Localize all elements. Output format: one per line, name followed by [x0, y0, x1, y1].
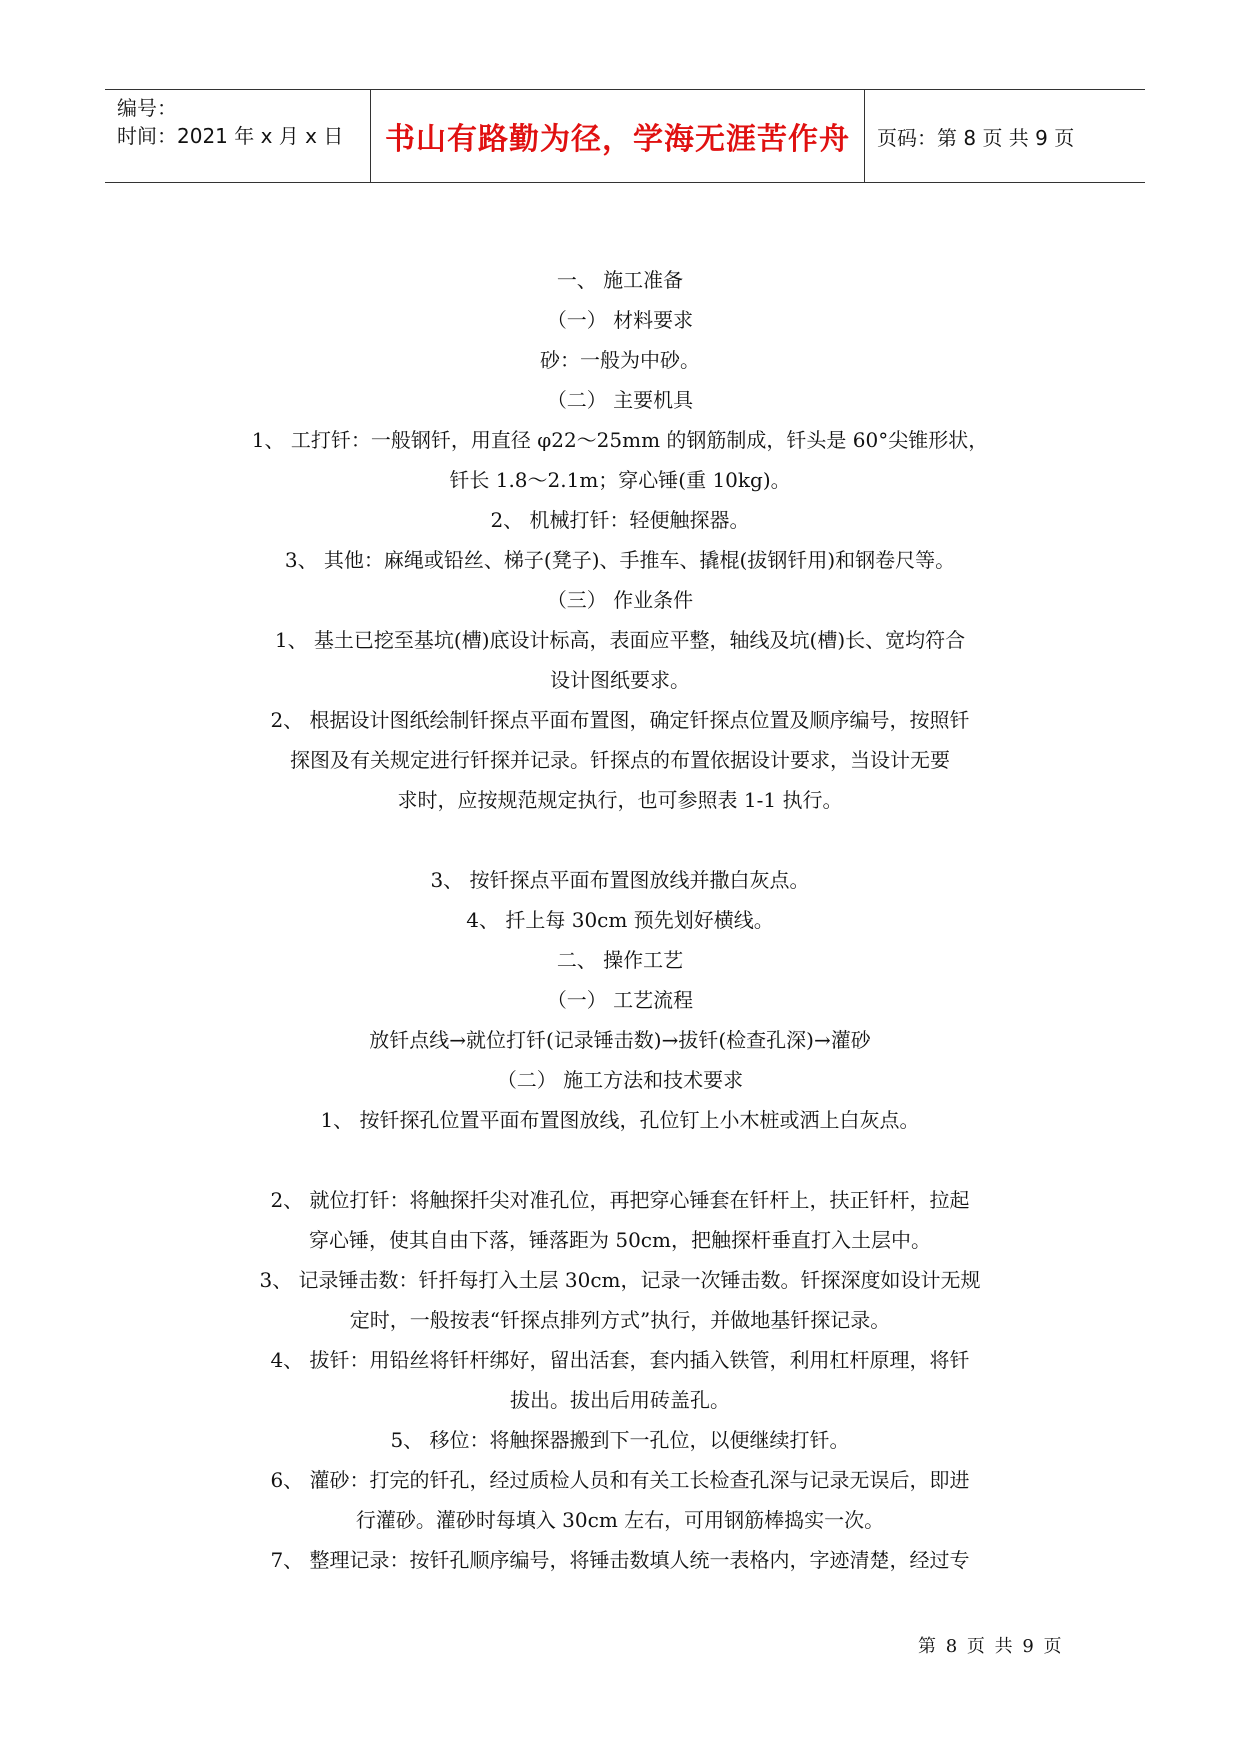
body-line: 砂：一般为中砂。 — [540, 348, 700, 372]
body-line: 探图及有关规定进行钎探并记录。钎探点的布置依据设计要求，当设计无要 — [290, 748, 950, 772]
body-line: 4、 扦上每 30cm 预先划好横线。 — [466, 908, 774, 932]
body-line: 定时，一般按表“钎探点排列方式”执行，并做地基钎探记录。 — [349, 1308, 891, 1332]
body-line: （三） 作业条件 — [546, 588, 694, 612]
page-footer: 第 8 页 共 9 页 — [918, 1636, 1064, 1657]
body-line: 拔出。拔出后用砖盖孔。 — [510, 1388, 730, 1412]
body-line: 6、 灌砂：打完的钎孔，经过质检人员和有关工长检查孔深与记录无误后，即进 — [270, 1468, 970, 1492]
body-line: 5、 移位：将触探器搬到下一孔位，以便继续打钎。 — [390, 1428, 850, 1452]
body-line: （二） 施工方法和技术要求 — [496, 1068, 744, 1092]
body-line: 1、 按钎探孔位置平面布置图放线，孔位钉上小木桩或洒上白灰点。 — [320, 1108, 920, 1132]
body-line: 钎长 1.8～2.1m；穿心锤(重 10kg)。 — [449, 468, 791, 492]
body-line: （一） 材料要求 — [546, 308, 694, 332]
body-line: 行灌砂。灌砂时每填入 30cm 左右，可用钢筋棒捣实一次。 — [355, 1508, 885, 1532]
document-number-label: 编号： — [117, 96, 177, 120]
body-line: 放钎点线→就位打钎(记录锤击数)→拔钎(检查孔深)→灌砂 — [369, 1028, 871, 1052]
body-line: 穿心锤，使其自由下落，锤落距为 50cm，把触探杆垂直打入土层中。 — [309, 1228, 931, 1252]
body-line: 2、 根据设计图纸绘制钎探点平面布置图，确定钎探点位置及顺序编号，按照钎 — [270, 708, 970, 732]
document-body — [200, 260, 1040, 1580]
blank-line — [200, 1140, 1040, 1180]
body-line: 4、 拔钎：用铅丝将钎杆绑好，留出活套，套内插入铁管，利用杠杆原理，将钎 — [270, 1348, 970, 1372]
body-line: 2、 就位打钎：将触探扦尖对准孔位，再把穿心锤套在钎杆上，扶正钎杆，拉起 — [270, 1188, 970, 1212]
body-line: 求时，应按规范规定执行，也可参照表 1-1 执行。 — [397, 788, 843, 812]
body-line: 二、 操作工艺 — [556, 948, 684, 972]
body-line: 1、 工打钎：一般钢钎，用直径 φ22～25mm 的钢筋制成，钎头是 60°尖锥形状， — [251, 428, 989, 452]
document-time: 时间：2021 年 x 月 x 日 — [117, 124, 344, 148]
blank-line — [200, 820, 1040, 860]
body-line: 7、 整理记录：按钎孔顺序编号，将锤击数填人统一表格内，字迹清楚，经过专 — [270, 1548, 970, 1572]
header-motto: 书山有路勤为径，学海无涯苦作舟 — [371, 90, 865, 182]
header-meta — [105, 90, 371, 182]
body-line: 一、 施工准备 — [556, 268, 684, 292]
body-line: 3、 按钎探点平面布置图放线并撒白灰点。 — [430, 868, 810, 892]
body-line: 2、 机械打钎：轻便触探器。 — [490, 508, 750, 532]
page-header — [105, 89, 1145, 183]
body-line: 3、 记录锤击数：钎扦每打入土层 30cm，记录一次锤击数。钎探深度如设计无规 — [259, 1268, 981, 1292]
body-line: 3、 其他：麻绳或铅丝、梯子(凳子)、手推车、撬棍(拔钢钎用)和钢卷尺等。 — [284, 548, 956, 572]
body-line: （一） 工艺流程 — [546, 988, 694, 1012]
body-line: 1、 基土已挖至基坑(槽)底设计标高，表面应平整，轴线及坑(槽)长、宽均符合 — [274, 628, 966, 652]
header-page-number: 页码：第 8 页 共 9 页 — [877, 125, 1075, 150]
body-line: 设计图纸要求。 — [550, 668, 690, 692]
body-line: （二） 主要机具 — [546, 388, 694, 412]
